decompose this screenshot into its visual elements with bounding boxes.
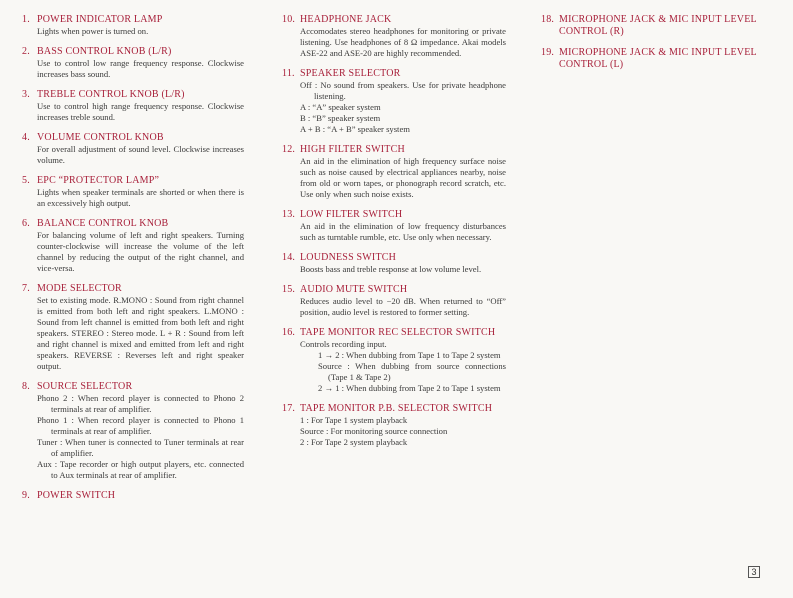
item-tape-monitor-pb-selector xyxy=(282,403,506,448)
item-tape-monitor-rec-selector xyxy=(282,327,506,394)
sub-options xyxy=(300,350,506,394)
item-title: MICROPHONE JACK & MIC INPUT LEVEL CONTROL (L) xyxy=(559,47,757,70)
item-title: POWER SWITCH xyxy=(37,490,116,501)
item-number: 11. xyxy=(282,68,295,79)
item-description: Set to existing mode. R.MONO : Sound from right channel is emitted from both left and right speakers. L.MONO : Sound from left channel is emitted from both left and right speakers. STEREO : Stereo mode. L + R : Sound from left and right channel is mixed and emitted from left and right speakers. REVERSE : Reverses left and right speaker output. xyxy=(37,295,244,371)
item-description xyxy=(37,393,244,481)
item-description: Boosts bass and treble response at low volume level. xyxy=(300,264,482,274)
item-title: HIGH FILTER SWITCH xyxy=(300,144,405,155)
option-line: Off : No sound from speakers. Use for private headphone listening. xyxy=(300,80,506,101)
item-title: BALANCE CONTROL KNOB xyxy=(37,218,169,229)
item-title: VOLUME CONTROL KNOB xyxy=(37,132,164,143)
item-title: TAPE MONITOR P.B. SELECTOR SWITCH xyxy=(300,403,493,414)
item-title: LOW FILTER SWITCH xyxy=(300,209,403,220)
item-number: 5. xyxy=(22,175,30,186)
option-line: Source : When dubbing from source connections (Tape 1 & Tape 2) xyxy=(318,361,506,382)
item-title: MODE SELECTOR xyxy=(37,283,122,294)
item-number: 19. xyxy=(541,47,555,58)
item-number: 13. xyxy=(282,209,296,220)
option-line: A : “A” speaker system xyxy=(300,102,381,112)
item-description: An aid in the elimination of low frequency disturbances such as turntable rumble, etc. Use only when necessary. xyxy=(300,221,506,242)
item-title: SPEAKER SELECTOR xyxy=(300,68,401,79)
item-title: POWER INDICATOR LAMP xyxy=(37,14,163,25)
item-description: For balancing volume of left and right speakers. Turning counter-clockwise will increase the volume of the left channel by reducing the output of the right channel, and vice-versa. xyxy=(37,230,244,273)
item-title: MICROPHONE JACK & MIC INPUT LEVEL CONTROL (R) xyxy=(559,14,757,37)
item-title: SOURCE SELECTOR xyxy=(37,381,133,392)
item-volume-control-knob xyxy=(22,132,244,166)
option-line: 1 : For Tape 1 system playback xyxy=(300,415,408,425)
item-number: 7. xyxy=(22,283,30,294)
item-number: 1. xyxy=(22,14,30,25)
option-line: 1 → 2 : When dubbing from Tape 1 to Tape 2 system xyxy=(318,350,501,360)
item-title: AUDIO MUTE SWITCH xyxy=(300,284,408,295)
item-title: LOUDNESS SWITCH xyxy=(300,252,397,263)
item-description xyxy=(300,80,506,135)
column-1 xyxy=(22,14,244,511)
item-title: HEADPHONE JACK xyxy=(300,14,392,25)
item-number: 2. xyxy=(22,46,30,57)
item-description xyxy=(300,339,506,394)
item-number: 14. xyxy=(282,252,296,263)
item-title: EPC “PROTECTOR LAMP” xyxy=(37,175,160,186)
item-title: TAPE MONITOR REC SELECTOR SWITCH xyxy=(300,327,496,338)
item-power-indicator-lamp xyxy=(22,14,244,37)
option-line: Tuner : When tuner is connected to Tuner terminals at rear of amplifier. xyxy=(37,437,244,458)
item-number: 17. xyxy=(282,403,296,414)
item-number: 6. xyxy=(22,218,30,229)
item-epc-protector-lamp xyxy=(22,175,244,209)
item-number: 16. xyxy=(282,327,296,338)
option-line: Source : For monitoring source connection xyxy=(300,426,448,436)
option-line: Phono 2 : When record player is connected to Phono 2 terminals at rear of amplifier. xyxy=(37,393,244,414)
item-headphone-jack xyxy=(282,14,506,59)
item-number: 3. xyxy=(22,89,30,100)
option-line: 2 : For Tape 2 system playback xyxy=(300,437,408,447)
option-line: B : “B” speaker system xyxy=(300,113,381,123)
item-bass-control-knob xyxy=(22,46,244,80)
item-number: 9. xyxy=(22,490,30,501)
item-number: 12. xyxy=(282,144,296,155)
item-description: Reduces audio level to −20 dB. When returned to “Off” position, audio level is restored to former setting. xyxy=(300,296,506,317)
item-description: For overall adjustment of sound level. Clockwise increases volume. xyxy=(37,144,244,165)
page-number: 3 xyxy=(748,566,760,578)
item-number: 10. xyxy=(282,14,296,25)
column-2 xyxy=(282,14,506,457)
item-mic-jack-l xyxy=(541,47,773,71)
item-power-switch xyxy=(22,490,244,502)
item-loudness-switch xyxy=(282,252,506,275)
option-line: A + B : “A + B” speaker system xyxy=(300,124,410,134)
option-line: Phono 1 : When record player is connected to Phono 1 terminals at rear of amplifier. xyxy=(37,415,244,436)
item-audio-mute-switch xyxy=(282,284,506,318)
item-balance-control-knob xyxy=(22,218,244,274)
item-number: 15. xyxy=(282,284,296,295)
item-description xyxy=(300,415,506,448)
item-speaker-selector xyxy=(282,68,506,135)
item-title: TREBLE CONTROL KNOB (L/R) xyxy=(37,89,185,100)
item-number: 18. xyxy=(541,14,555,25)
item-description: Lights when power is turned on. xyxy=(37,26,149,36)
item-low-filter-switch xyxy=(282,209,506,243)
item-description: Accomodates stereo headphones for monitoring or private listening. Use headphones of 8 Ω impedance. Akai models ASE-22 and ASE-20 are highly recommended. xyxy=(300,26,506,58)
item-mode-selector xyxy=(22,283,244,372)
item-title: BASS CONTROL KNOB (L/R) xyxy=(37,46,172,57)
item-source-selector xyxy=(22,381,244,481)
item-number: 4. xyxy=(22,132,30,143)
column-3 xyxy=(541,14,773,80)
item-number: 8. xyxy=(22,381,30,392)
item-description: Use to control high range frequency response. Clockwise increases treble sound. xyxy=(37,101,244,122)
item-treble-control-knob xyxy=(22,89,244,123)
item-mic-jack-r xyxy=(541,14,773,38)
item-high-filter-switch xyxy=(282,144,506,200)
item-description: Lights when speaker terminals are shorted or when there is an excessively high output. xyxy=(37,187,244,208)
option-line: Aux : Tape recorder or high output players, etc. connected to Aux terminals at rear of amplifier. xyxy=(37,459,244,480)
item-description: An aid in the elimination of high frequency surface noise such as noise caused by electrical appliances nearby, noise from old or worn tapes, or phonograph record scratch, etc. Use only when such noise exists. xyxy=(300,156,506,199)
item-description: Use to control low range frequency response. Clockwise increases bass sound. xyxy=(37,58,244,79)
intro-line: Controls recording input. xyxy=(300,339,387,349)
option-line: 2 → 1 : When dubbing from Tape 2 to Tape 1 system xyxy=(318,383,501,393)
